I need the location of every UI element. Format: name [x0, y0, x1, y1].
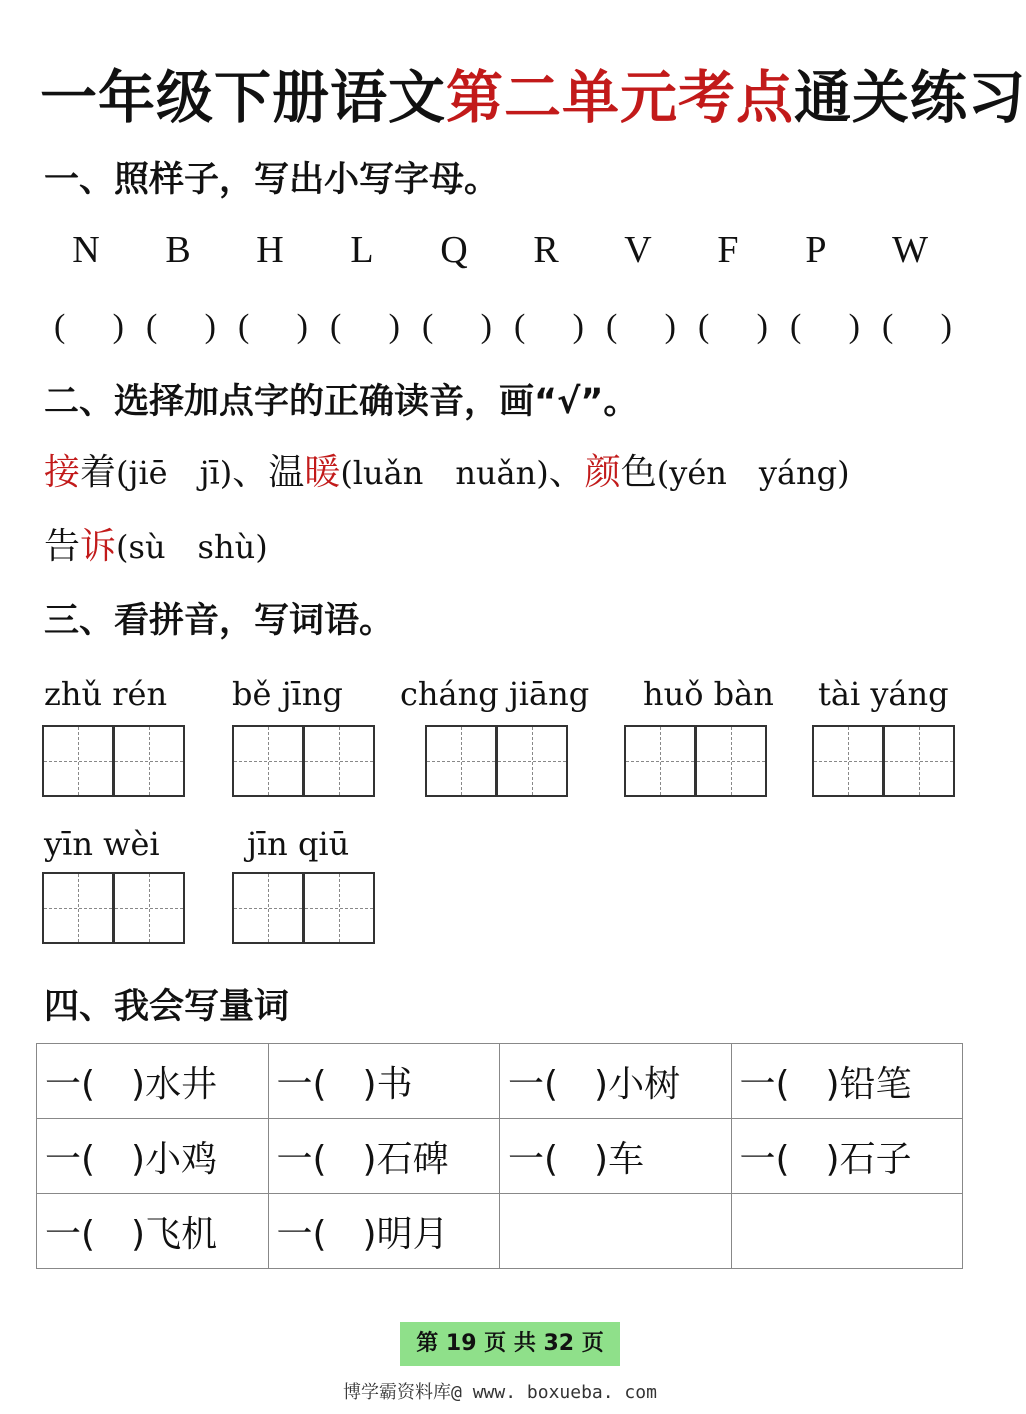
table-row — [37, 1044, 963, 1119]
writing-box[interactable] — [42, 725, 114, 797]
table-cell[interactable]: 一( )铅笔 — [731, 1044, 963, 1119]
section-2-heading: 二、选择加点字的正确读音，画“√”。 — [44, 382, 639, 422]
answer-blanks-row: ( ) ( ) ( ) ( ) ( ) ( ) ( ) ( ) ( ) ( ) — [54, 308, 952, 345]
writing-box[interactable] — [425, 725, 497, 797]
letter: R — [533, 229, 559, 271]
page-counter: 第 19 页 共 32 页 — [400, 1322, 620, 1366]
table-cell[interactable]: 一( )飞机 — [37, 1194, 269, 1269]
writing-box[interactable] — [624, 725, 696, 797]
writing-box[interactable] — [496, 725, 568, 797]
writing-box[interactable] — [42, 872, 114, 944]
section-3-heading: 三、看拼音，写词语。 — [44, 601, 395, 641]
letter: H — [256, 229, 284, 271]
table-cell[interactable]: 一( )书 — [268, 1044, 500, 1119]
pronunciation-item[interactable]: 告诉(sù shù) — [44, 526, 268, 567]
letter: B — [165, 229, 191, 271]
pronunciation-item[interactable]: 温暖(luǎn nuǎn) — [268, 452, 549, 493]
title-part-2-highlight: 第二单元考点 — [446, 65, 794, 131]
writing-box[interactable] — [303, 872, 375, 944]
writing-box[interactable] — [303, 725, 375, 797]
title-part-1: 一年级下册语文 — [40, 65, 446, 131]
table-cell[interactable]: 一( )石子 — [731, 1119, 963, 1194]
pronunciation-item[interactable]: 接着(jiē jī) — [44, 452, 233, 493]
word-pinyin: jīn qiū — [247, 825, 350, 863]
writing-box[interactable] — [113, 725, 185, 797]
page-title — [40, 58, 1026, 138]
table-cell[interactable]: 一( )车 — [500, 1119, 732, 1194]
letter: F — [717, 229, 739, 271]
word-pinyin: huǒ bàn — [643, 675, 774, 713]
section-4-heading: 四、我会写量词 — [44, 987, 290, 1027]
table-cell[interactable]: 一( )石碑 — [268, 1119, 500, 1194]
letter: V — [624, 229, 652, 271]
word-pinyin: bě jīng — [232, 675, 343, 713]
letter: Q — [440, 229, 468, 271]
uppercase-letters-row — [44, 222, 964, 278]
table-cell — [731, 1194, 963, 1269]
table-cell[interactable]: 一( )明月 — [268, 1194, 500, 1269]
writing-box[interactable] — [695, 725, 767, 797]
pronunciation-item[interactable]: 颜色(yén yáng) — [584, 452, 850, 493]
word-pinyin: tài yáng — [818, 675, 949, 713]
table-cell[interactable]: 一( )小树 — [500, 1044, 732, 1119]
table-cell[interactable]: 一( )小鸡 — [37, 1119, 269, 1194]
writing-box[interactable] — [232, 872, 304, 944]
writing-box[interactable] — [883, 725, 955, 797]
pronunciation-line-2 — [44, 520, 268, 574]
writing-box[interactable] — [232, 725, 304, 797]
watermark-text: 博学霸资料库@ www. boxueba. com — [343, 1382, 657, 1403]
letter: W — [892, 229, 928, 271]
table-cell[interactable]: 一( )水井 — [37, 1044, 269, 1119]
word-pinyin: yīn wèi — [44, 825, 160, 863]
measure-word-table — [36, 1043, 963, 1269]
word-pinyin: zhǔ rén — [44, 675, 168, 713]
table-row — [37, 1119, 963, 1194]
table-cell — [500, 1194, 732, 1269]
letter: N — [72, 229, 100, 271]
title-part-3: 通关练习 — [794, 65, 1026, 131]
section-1-heading: 一、照样子，写出小写字母。 — [44, 160, 500, 200]
word-pinyin: cháng jiāng — [400, 675, 590, 713]
table-row — [37, 1194, 963, 1269]
writing-box[interactable] — [113, 872, 185, 944]
writing-box[interactable] — [812, 725, 884, 797]
letter: L — [350, 229, 374, 271]
letter: P — [805, 229, 827, 271]
pronunciation-line-1: 接着(jiē jī)、温暖(luǎn nuǎn)、颜色(yén yáng) — [44, 446, 850, 500]
